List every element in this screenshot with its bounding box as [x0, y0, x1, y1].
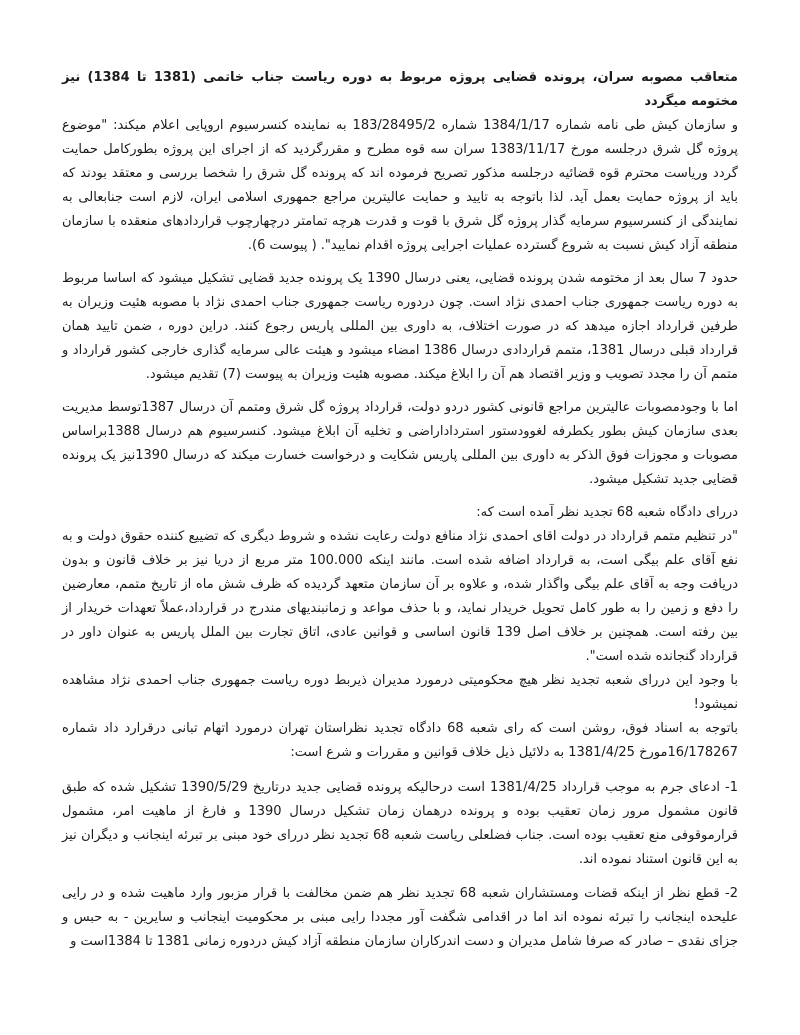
- paragraph-kish-letter: و سازمان کیش طی نامه شماره 1384/1/17 شماره 183/28495/2 به نماینده کنسرسیوم اروپایی اعلام میکند: "موضوع پروژه گل شرق درجلسه مورخ 1383/11/17 سران سه قوه مطرح و مقررگردید که از اجرای این پروژه بطورکامل حمایت گردد وریاست محترم قوه قضائیه درجلسه مذکور تصریح فرموده اند که پرونده گل شرق را شخصا بررسی و معتقد بودند که باید از پروژه حمایت بعمل آید. لذا باتوجه به تایید و حمایت عالیترین مراجع جمهوری اسلامی ایران، لازم است جنابعالی به نمایندگی از کنسرسیوم سرمایه گذار پروژه گل شرق با قوت و قدرت هرچه تمامتر درچهارچوب قراردادهای منعقده با سازمان منطقه آزاد کیش نسبت به شروع گسترده عملیات اجرایی پروژه اقدام نمایید". ( پیوست 6).: [62, 118, 739, 253]
- verdict-intro-line: دررای دادگاه شعبه 68 تجدید نظر آمده است که:: [476, 505, 738, 520]
- document-heading: متعاقب مصوبه سران، پرونده قضایی پروژه مربوط به دوره ریاست جناب خاتمی (1381 تا 1384) نیز مختومه میگردد: [62, 70, 738, 109]
- reason-item-1: 1- ادعای جرم به موجب قرارداد 1381/4/25 است درحالیکه پرونده قضایی جدید درتاریخ 1390/5/29 تشکیل شده که طبق قانون مشمول مرور زمان تعقیب بوده و پرونده درهمان زمان تشکیل درسال 1390 و فارغ از ماهیت امر، مشمول قرارموقوفی منع تعقیب بوده است. جناب فضلعلی ریاست شعبه 68 تجدید نظر دررای خود مبنی بر تبرئه اینجانب و دیگران نیز به این قانون استناد نموده اند.: [62, 780, 738, 867]
- paragraph-new-case-1390: حدود 7 سال بعد از مختومه شدن پرونده قضایی، یعنی درسال 1390 یک پرونده جدید قضایی تشکیل میشود که اساسا مربوط به دوره ریاست جمهوری جناب احمدی نژاد است. چون دردوره ریاست جمهوری جناب احمدی نژاد با مصوبه هئیت وزیران به طرفین قرارداد اجازه میدهد که در صورت اختلاف، به داوری بین المللی پاریس رجوع کنند. دراین دوره ، ضمن تایید همان قرارداد قبلی درسال 1381، متمم قراردادی درسال 1386 امضاء میشود و هیئت عالی سرمایه گذاری خارجی کشور قرارداد و متمم آن را مجدد تصویب و وزیر اقتصاد هم آن را ابلاغ میکند. مصوبه هئیت وزیران به پیوست (7) تقدیم میشود.: [62, 271, 738, 382]
- conclusion-lead: باتوجه به اسناد فوق، روشن است که رای شعبه 68 دادگاه تجدید نظراستان تهران درمورد اتهام تبانی درقرارد داد شماره 16/178267مورخ 1381/4/25 به دلائیل ذیل خلاف قوانین و مقررات و شرع است:: [62, 721, 738, 760]
- no-conviction-note: با وجود این دررای شعبه تجدید نظر هیچ محکومیتی درمورد مدیران ذیربط دوره ریاست جمهوری جناب احمدی نژاد مشاهده نمیشود!: [62, 673, 738, 712]
- reasons-list: [62, 776, 738, 954]
- paragraph-cancellation-arbitration: اما با وجودمصوبات عالیترین مراجع قانونی کشور دردو دولت، قرارداد پروژه گل شرق ومتمم آن درسال 1387توسط مدیریت بعدی سازمان کیش بطور یکطرفه لغوودستور استرداداراضی و تخلیه آن ابلاغ میشود. کنسرسیوم هم درسال 1388براساس مصوبات و مجوزات فوق الذکر به داوری بین المللی پاریس شکایت و درخواست خسارت میکند که درسال 1390نیز یک پرونده قضایی جدید تشکیل میشود.: [62, 400, 738, 487]
- reason-item-2: 2- قطع نظر از اینکه قضات ومستشاران شعبه 68 تجدید نظر هم ضمن مخالفت با قرار مزبور وارد ماهیت شده و در رایی علیحده اینجانب را تبرئه نموده اند اما در اقدامی شگفت آور مجددا رایی مبنی بر محکومیت اینجانب و سایرین - به حبس و جزای نقدی – صادر که صرفا شامل مدیران و دست اندرکاران سازمان منطقه آزاد کیش دردوره زمانی 1381 تا 1384است و: [62, 886, 738, 949]
- verdict-quote: "در تنظیم متمم قرارداد در دولت اقای احمدی نژاد منافع دولت رعایت نشده و شروط دیگری که تضییع کننده حقوق دولت و به نفع آقای علم بیگی است، به قرارداد اضافه شده است. مانند اینکه 100.000 متر مربع از دریا نیز بر خلاف قانون و بدون دریافت وجه به آقای علم بیگی واگذار شده، و علاوه بر آن سازمان متعهد گردیده که ظرف شش ماه از تاریخ متمم، معارضین را دفع و زمین را به طور کامل تحویل خریدار نماید، و با حذف مواعد و زمانبندیهای مندرج در قرارداد،عملاً تعهدات خریدار از بین رفته است. همچنین بر خلاف اصل 139 قانون اساسی و قوانین عادی، اتاق تجارت بین الملل پاریس به عنوان داور در قرارداد گنجانده شده است".: [62, 529, 738, 664]
